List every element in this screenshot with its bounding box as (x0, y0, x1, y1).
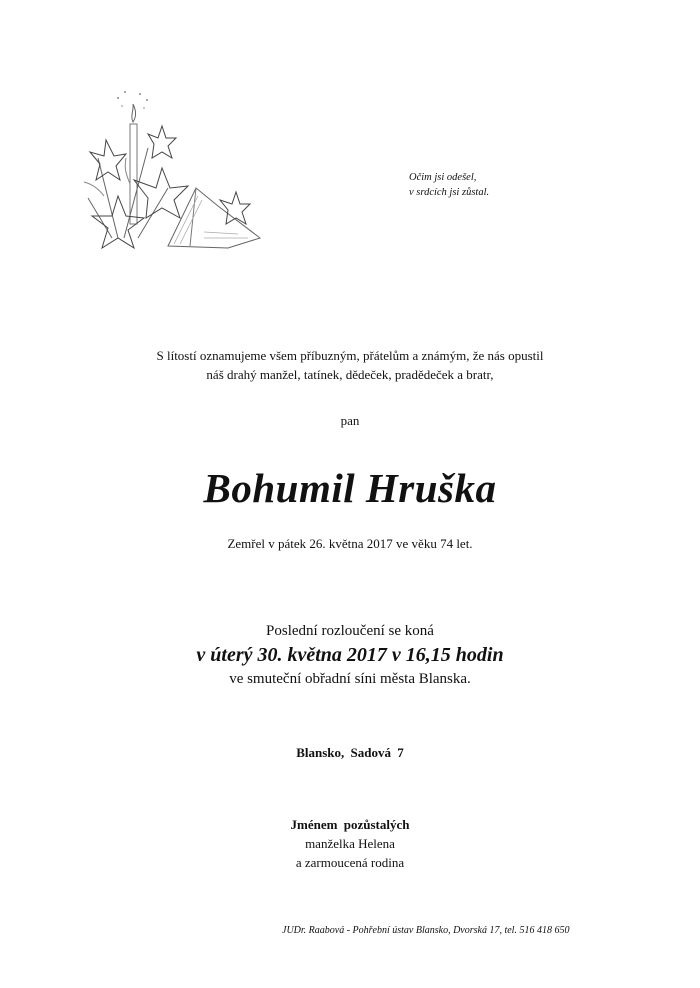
family-address: Blansko, Sadová 7 (296, 745, 404, 760)
open-book-icon (168, 188, 260, 248)
bereaved-line-2: a zarmoucená rodina (295, 855, 405, 870)
poem-line-1: Očim jsi odešel, (409, 172, 477, 183)
announcement-intro (0, 346, 700, 384)
farewell-venue: ve smuteční obřadní síni města Blanska. (229, 671, 471, 687)
funeral-service-footer: JUDr. Raabová - Pohřební ústav Blansko, Dvorská 17, tel. 516 418 650 (282, 925, 570, 936)
intro-line-1: S lítostí oznamujeme všem příbuzným, přátelům a známým, že nás opustil (156, 348, 544, 363)
bereaved-signature (0, 815, 700, 872)
poem-line-2: v srdcích jsi zůstal. (409, 187, 490, 198)
lily-flowers-icon (84, 126, 250, 248)
deceased-name: Bohumil Hruška (203, 465, 497, 511)
bereaved-heading: Jménem pozůstalých (290, 817, 410, 832)
intro-line-2: náš drahý manžel, tatínek, dědeček, pradědeček a bratr, (206, 367, 494, 382)
lily-book-candle-illustration (78, 88, 266, 260)
honorific: pan (340, 413, 360, 428)
poem-verse (409, 170, 489, 200)
farewell-date-time: v úterý 30. května 2017 v 16,15 hodin (196, 644, 504, 666)
bereaved-line-1: manželka Helena (305, 836, 395, 851)
farewell-line: Poslední rozloučení se koná (266, 623, 434, 639)
death-notice: Zemřel v pátek 26. května 2017 ve věku 74 let. (227, 536, 473, 551)
farewell-info (0, 620, 700, 691)
